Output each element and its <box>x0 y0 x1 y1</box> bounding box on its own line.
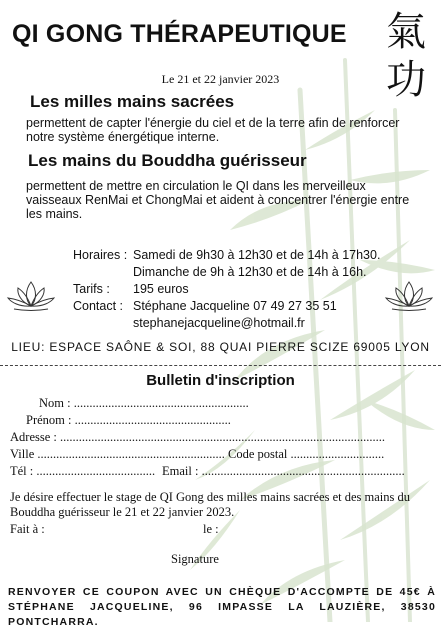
form-field-fait-a[interactable]: Fait à : <box>10 522 45 536</box>
section-text-milles-mains: permettent de capter l'énergie du ciel et de la terre afin de renforcer notre système énergétique interne. <box>26 116 400 144</box>
tarifs-value: 195 euros <box>133 282 189 296</box>
form-field-email[interactable]: Email : ................................................................. <box>162 464 405 478</box>
declaration-text: Je désire effectuer le stage de QI Gong des milles mains sacrées et des mains du Bouddha guérisseur le 21 et 22 janvier 2023. <box>10 490 410 519</box>
footer-instructions: RENVOYER CE COUPON AVEC UN CHÈQUE D'ACCOMPTE DE 45€ À STÉPHANE JACQUELINE, 96 IMPASSE LA LAUZIÈRE, 38530 PONTCHARRA. <box>8 586 436 628</box>
bulletin-title: Bulletin d'inscription <box>146 372 295 389</box>
tarifs-label: Tarifs : <box>73 282 110 296</box>
page-title: QI GONG THÉRAPEUTIQUE <box>12 20 347 48</box>
cut-line <box>0 365 441 366</box>
event-location: LIEU: ESPACE SAÔNE & SOI, 88 QUAI PIERRE SCIZE 69005 LYON <box>11 340 430 354</box>
form-field-date[interactable]: le : <box>203 522 219 536</box>
contact-email-link[interactable]: stephanejacqueline@hotmail.fr <box>133 316 305 330</box>
lotus-icon <box>384 278 434 312</box>
form-field-tel[interactable]: Tél : ...................................... <box>10 464 156 478</box>
form-field-adresse[interactable]: Adresse : ........................................................................................................ <box>10 430 385 444</box>
contact-label: Contact : <box>73 299 124 313</box>
form-field-code-postal[interactable]: Code postal .............................. <box>228 447 385 461</box>
kanji-gong: 功 <box>386 57 426 103</box>
form-field-ville[interactable]: Ville ............................................................ <box>10 447 225 461</box>
section-text-bouddha: permettent de mettre en circulation le QI dans les merveilleux vaisseaux RenMai et ChongMai et aident à concentrer l'énergie entre les mains. <box>26 179 410 221</box>
lotus-icon <box>6 278 56 312</box>
form-field-prenom[interactable]: Prénom : .................................................. <box>26 413 231 427</box>
contact-value: Stéphane Jacqueline 07 49 27 35 51 <box>133 299 337 313</box>
signature-label: Signature <box>171 552 219 566</box>
horaires-dimanche: Dimanche de 9h à 12h30 et de 14h à 16h. <box>133 265 367 279</box>
qigong-kanji <box>376 8 436 104</box>
section-heading-milles-mains: Les milles mains sacrées <box>30 92 235 111</box>
horaires-samedi: Samedi de 9h30 à 12h30 et de 14h à 17h30. <box>133 248 381 262</box>
event-date: Le 21 et 22 janvier 2023 <box>161 72 280 86</box>
section-heading-bouddha: Les mains du Bouddha guérisseur <box>28 151 307 170</box>
form-field-nom[interactable]: Nom : ........................................................ <box>39 396 249 410</box>
kanji-qi: 氣 <box>386 9 426 55</box>
horaires-label: Horaires : <box>73 248 128 262</box>
